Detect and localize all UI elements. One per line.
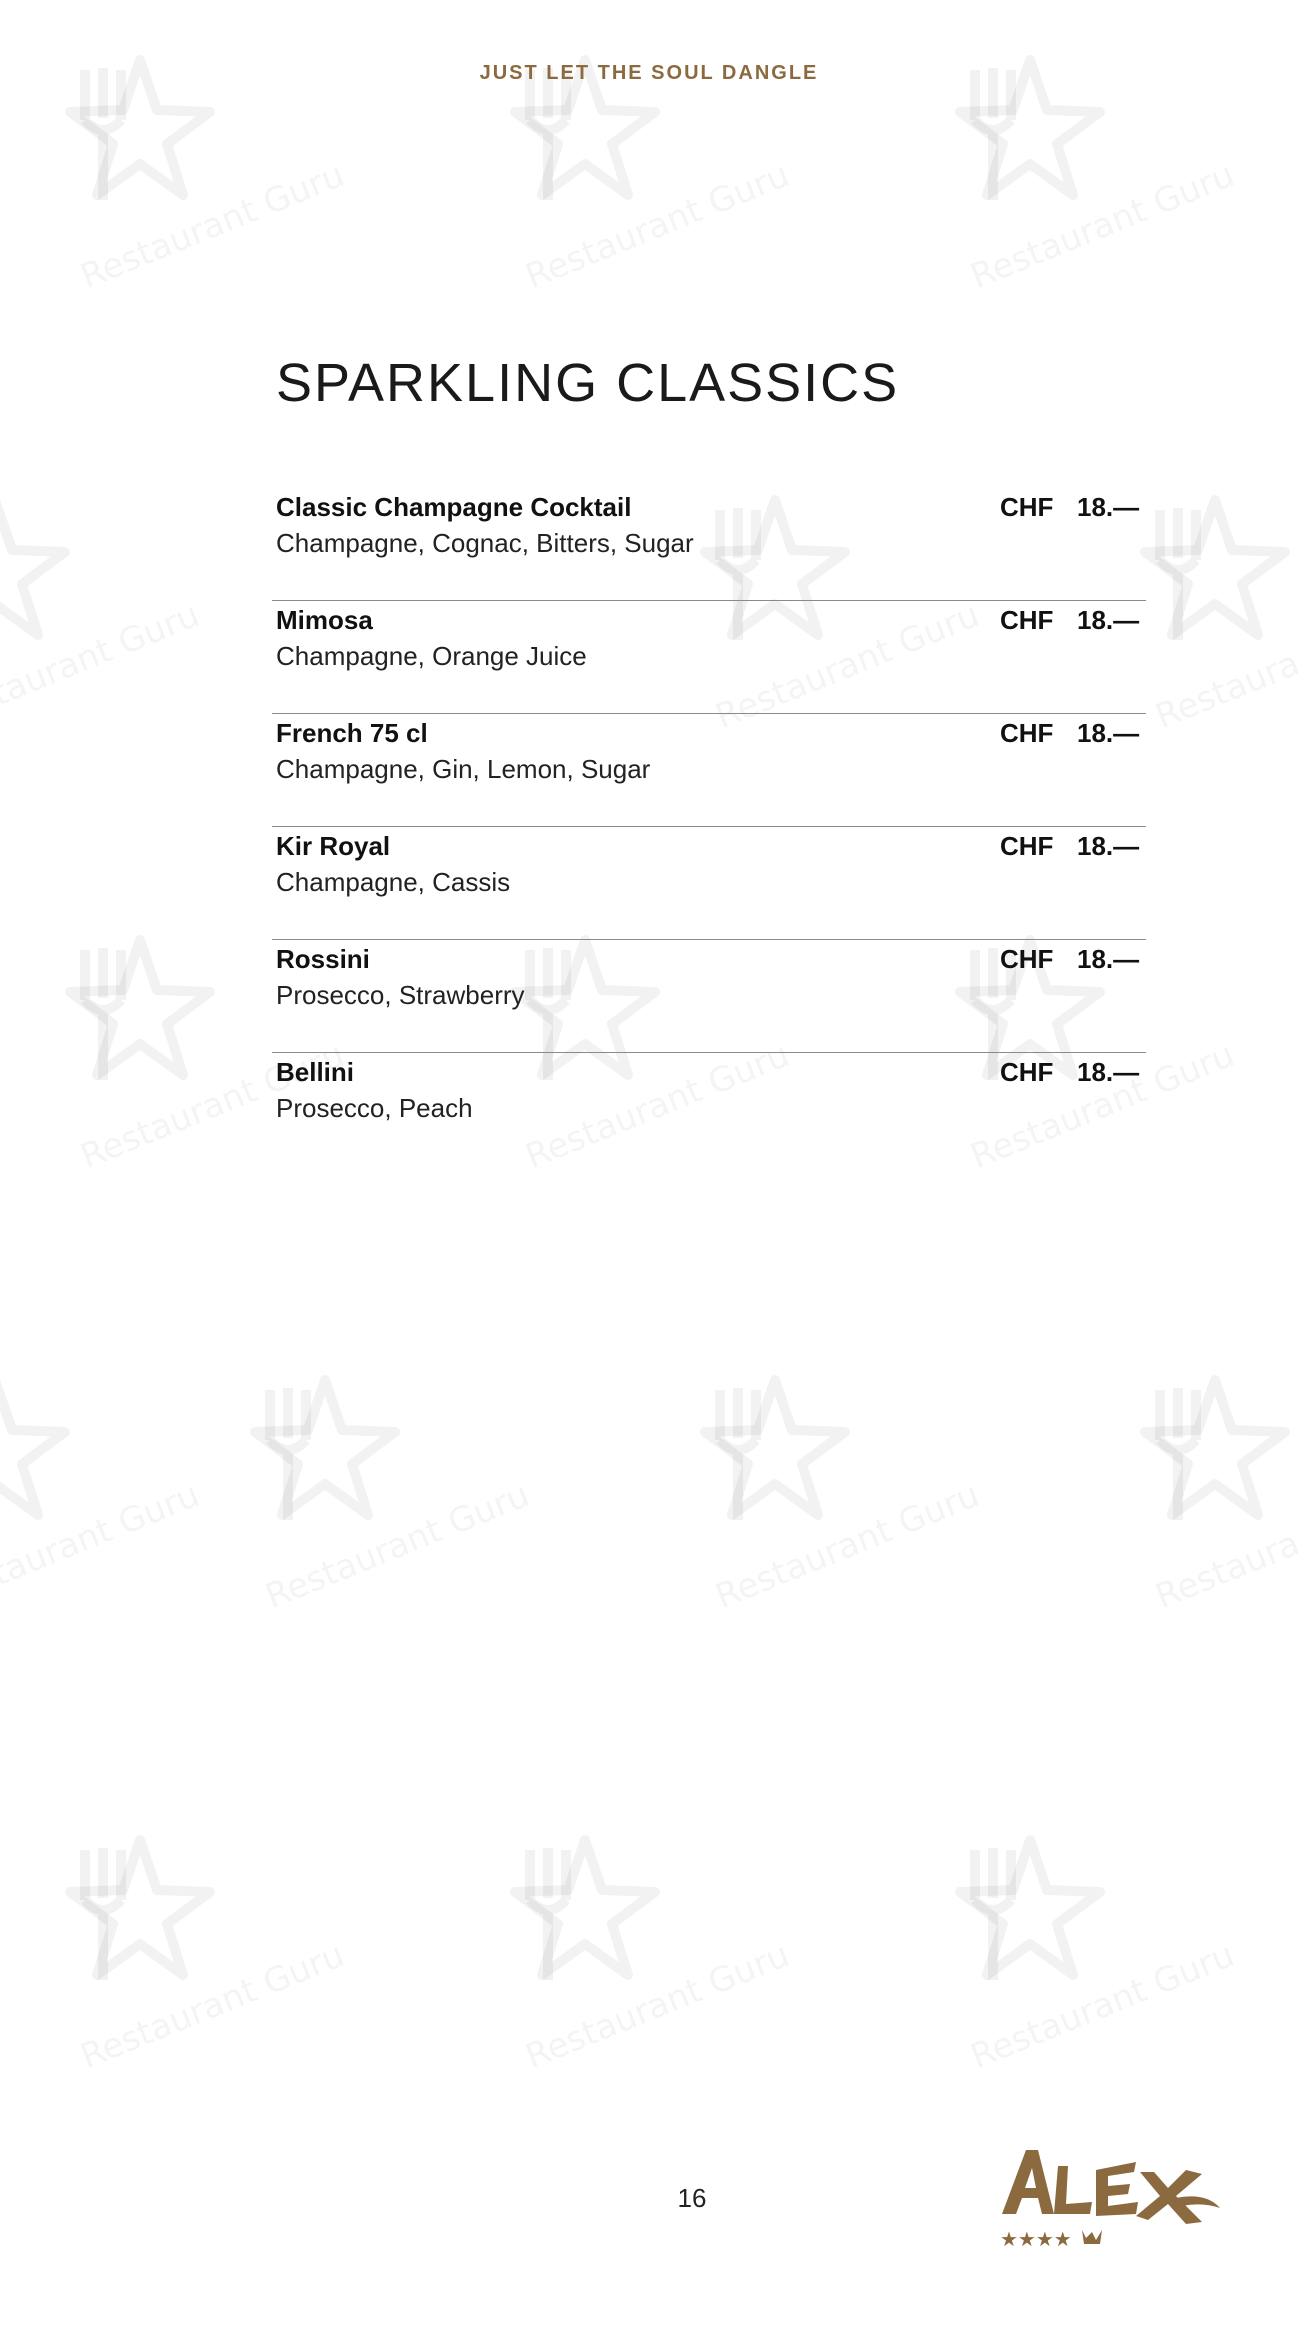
crown-icon [1082,2230,1102,2244]
menu-list [272,488,1146,1166]
watermark-text [75,1935,350,2077]
watermark-text [520,1935,795,2077]
watermark-tile [1120,480,1298,760]
alex-logo [996,2136,1224,2256]
page-number: 16 [677,2183,707,2213]
item-currency: CHF [1000,944,1054,974]
menu-item [272,601,1146,714]
watermark-text [965,1935,1240,2077]
watermark-text [710,1475,985,1617]
item-description: Prosecco, Strawberry [276,980,525,1010]
item-price: 18.— [1077,944,1140,974]
watermark-tile [45,1820,345,2100]
item-currency: CHF [1000,831,1054,861]
item-price: 18.— [1077,1057,1140,1087]
item-currency: CHF [1000,1057,1054,1087]
item-price: 18.— [1077,605,1140,635]
alex-logo-graphic [996,2136,1224,2256]
watermark-tile [680,1360,980,1640]
menu-item [272,1053,1146,1166]
item-currency: CHF [1000,492,1054,522]
item-description: Champagne, Cognac, Bitters, Sugar [276,528,694,558]
item-description: Champagne, Orange Juice [276,641,587,671]
tagline: JUST LET THE SOUL DANGLE [479,62,819,84]
watermark-tile [0,1360,200,1640]
menu-item [272,488,1146,601]
watermark-text [520,155,795,297]
watermark-text [0,595,205,737]
item-price: 18.— [1077,831,1140,861]
logo-stars: ★★★★ [1000,2227,1072,2251]
menu-item [272,714,1146,827]
item-description: Champagne, Gin, Lemon, Sugar [276,754,651,784]
item-name: Kir Royal [276,831,391,861]
item-currency: CHF [1000,718,1054,748]
watermark-text [75,155,350,297]
menu-item [272,827,1146,940]
menu-item [272,940,1146,1053]
item-price: 18.— [1077,718,1140,748]
item-name: Rossini [276,944,370,974]
watermark-tile [935,1820,1235,2100]
watermark-text [260,1475,535,1617]
watermark-tile [490,1820,790,2100]
watermark-text [0,1475,205,1617]
item-price: 18.— [1077,492,1140,522]
item-name: French 75 cl [276,718,428,748]
item-description: Champagne, Cassis [276,867,511,897]
item-name: Classic Champagne Cocktail [276,492,632,522]
item-description: Prosecco, Peach [276,1093,473,1123]
watermark-tile [1120,1360,1298,1640]
watermark-tile [230,1360,530,1640]
item-name: Bellini [276,1057,355,1087]
watermark-text [1150,1475,1298,1617]
item-currency: CHF [1000,605,1054,635]
section-title: SPARKLING CLASSICS [276,353,900,413]
item-name: Mimosa [276,605,373,635]
watermark-text [1150,595,1298,737]
watermark-tile [0,480,200,760]
watermark-text [965,155,1240,297]
